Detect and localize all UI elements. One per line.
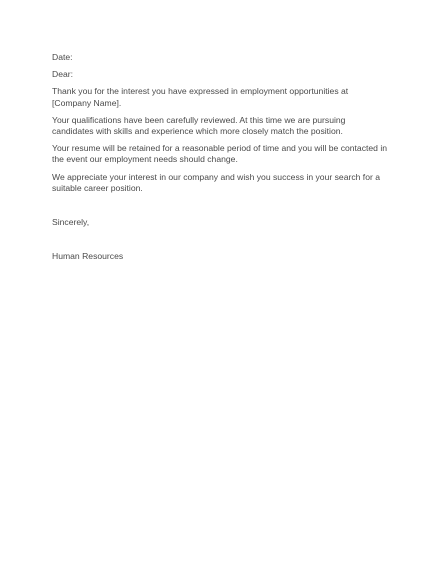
paragraph-line: Your qualifications have been carefully reviewed. At this time we are pursuing	[52, 114, 346, 125]
paragraph-line: We appreciate your interest in our company and wish you success in your search for a	[52, 171, 380, 182]
paragraph-line: the event our employment needs should change.	[52, 154, 238, 165]
paragraph-line: [Company Name].	[52, 97, 122, 108]
paragraph-line: candidates with skills and experience which more closely match the position.	[52, 126, 343, 137]
signature: Human Resources	[52, 251, 124, 262]
salutation: Dear:	[52, 69, 74, 80]
date-line: Date:	[52, 52, 73, 62]
paragraph-resume-retained	[52, 143, 392, 165]
paragraph-line: suitable career position.	[52, 182, 143, 193]
paragraph-appreciation	[52, 172, 392, 194]
closing: Sincerely,	[52, 217, 90, 228]
paragraph-line: Thank you for the interest you have expressed in employment opportunities at	[52, 86, 349, 97]
paragraph-qualifications	[52, 115, 392, 137]
paragraph-line: Your resume will be retained for a reasonable period of time and you will be contacted in	[52, 143, 388, 154]
letter-body	[52, 52, 392, 262]
paragraph-thank-you	[52, 86, 392, 108]
